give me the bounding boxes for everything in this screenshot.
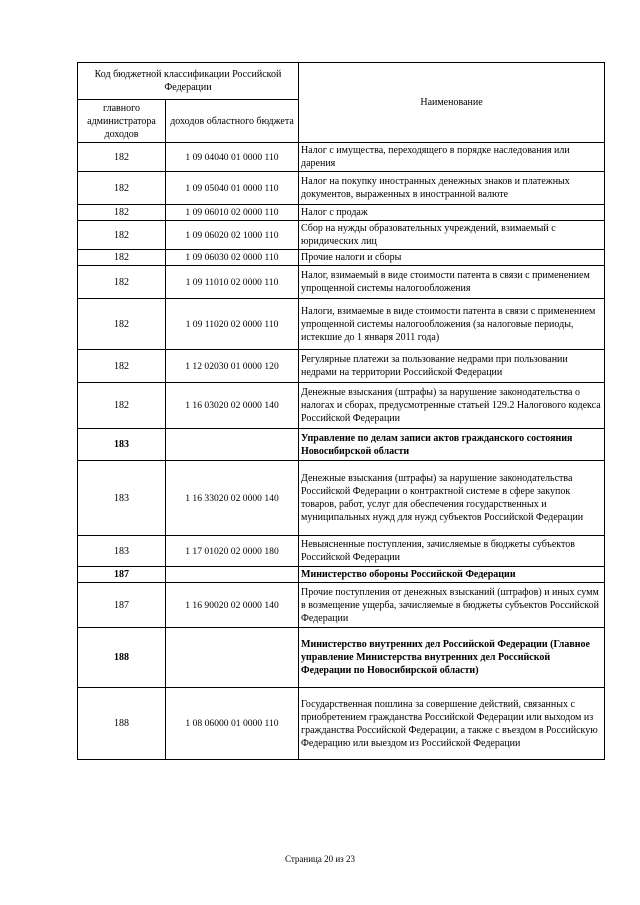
name-cell: Налог на покупку иностранных денежных знаков и платежных документов, выраженных в иностранной валюте xyxy=(299,172,605,205)
income-code-cell xyxy=(166,567,299,583)
admin-code-cell: 187 xyxy=(78,567,166,583)
table-row xyxy=(78,688,605,760)
admin-code-cell: 188 xyxy=(78,628,166,688)
name-cell: Денежные взыскания (штрафы) за нарушение законодательства о налогах и сборах, предусмотренные статьей 129.2 Налогового кодекса Российской Федерации xyxy=(299,383,605,429)
income-code-cell xyxy=(166,429,299,461)
admin-code-cell: 182 xyxy=(78,383,166,429)
name-cell: Налог с продаж xyxy=(299,205,605,221)
income-code-cell: 1 08 06000 01 0000 110 xyxy=(166,688,299,760)
name-cell: Налог с имущества, переходящего в порядке наследования или дарения xyxy=(299,143,605,172)
table-row xyxy=(78,266,605,299)
table-row xyxy=(78,628,605,688)
name-cell: Государственная пошлина за совершение действий, связанных с приобретением гражданства Российской Федерации или выходом из гражданства Российской Федерации, а также с въездом в Российскую Федерацию или выездом из Российской Федерации xyxy=(299,688,605,760)
income-code-cell: 1 16 90020 02 0000 140 xyxy=(166,583,299,628)
name-cell: Регулярные платежи за пользование недрами при пользовании недрами на территории Российской Федерации xyxy=(299,350,605,383)
income-code-cell: 1 09 06030 02 0000 110 xyxy=(166,250,299,266)
page-number: Страница 20 из 23 xyxy=(285,854,355,864)
header-name: Наименование xyxy=(299,63,605,143)
table-row xyxy=(78,567,605,583)
name-cell: Сбор на нужды образовательных учреждений, взимаемый с юридических лиц xyxy=(299,221,605,250)
admin-code-cell: 182 xyxy=(78,143,166,172)
income-code-cell: 1 09 06020 02 1000 110 xyxy=(166,221,299,250)
name-cell: Управление по делам записи актов гражданского состояния Новосибирской области xyxy=(299,429,605,461)
table-row xyxy=(78,143,605,172)
admin-code-cell: 187 xyxy=(78,583,166,628)
income-code-cell: 1 09 11020 02 0000 110 xyxy=(166,299,299,350)
table-row xyxy=(78,172,605,205)
header-regional-budget-income: доходов областного бюджета xyxy=(166,100,299,143)
admin-code-cell: 182 xyxy=(78,250,166,266)
income-code-cell: 1 17 01020 02 0000 180 xyxy=(166,536,299,567)
admin-code-cell: 182 xyxy=(78,205,166,221)
income-code-cell: 1 09 04040 01 0000 110 xyxy=(166,143,299,172)
income-code-cell xyxy=(166,628,299,688)
admin-code-cell: 182 xyxy=(78,266,166,299)
table-row xyxy=(78,350,605,383)
table-row xyxy=(78,299,605,350)
table-row xyxy=(78,221,605,250)
name-cell: Денежные взыскания (штрафы) за нарушение законодательства Российской Федерации о контрактной системе в сфере закупок товаров, работ, услуг для обеспечения государственных и муниципальных нужд для нужд субъектов Российской Федерации xyxy=(299,461,605,536)
name-cell: Налог, взимаемый в виде стоимости патента в связи с применением упрощенной системы налогообложения xyxy=(299,266,605,299)
header-budget-classification: Код бюджетной классификации Российской Федерации xyxy=(78,63,299,100)
table-row xyxy=(78,205,605,221)
budget-classification-table xyxy=(77,62,605,760)
admin-code-cell: 183 xyxy=(78,429,166,461)
admin-code-cell: 183 xyxy=(78,536,166,567)
income-code-cell: 1 12 02030 01 0000 120 xyxy=(166,350,299,383)
table-row xyxy=(78,429,605,461)
name-cell: Министерство внутренних дел Российской Федерации (Главное управление Министерства внутренних дел Российской Федерации по Новосибирской области) xyxy=(299,628,605,688)
income-code-cell: 1 09 06010 02 0000 110 xyxy=(166,205,299,221)
table-row xyxy=(78,383,605,429)
name-cell: Прочие налоги и сборы xyxy=(299,250,605,266)
admin-code-cell: 188 xyxy=(78,688,166,760)
admin-code-cell: 182 xyxy=(78,221,166,250)
name-cell: Прочие поступления от денежных взысканий (штрафов) и иных сумм в возмещение ущерба, зачисляемые в бюджеты субъектов Российской Федерации xyxy=(299,583,605,628)
income-code-cell: 1 16 33020 02 0000 140 xyxy=(166,461,299,536)
name-cell: Налоги, взимаемые в виде стоимости патента в связи с применением упрощенной системы налогообложения (за налоговые периоды, истекшие до 1 января 2011 года) xyxy=(299,299,605,350)
table-row xyxy=(78,461,605,536)
name-cell: Невыясненные поступления, зачисляемые в бюджеты субъектов Российской Федерации xyxy=(299,536,605,567)
header-chief-administrator: главного администратора доходов xyxy=(78,100,166,143)
admin-code-cell: 182 xyxy=(78,299,166,350)
admin-code-cell: 182 xyxy=(78,172,166,205)
admin-code-cell: 183 xyxy=(78,461,166,536)
table-row xyxy=(78,250,605,266)
table-row xyxy=(78,536,605,567)
income-code-cell: 1 09 11010 02 0000 110 xyxy=(166,266,299,299)
table-body xyxy=(78,143,605,760)
income-code-cell: 1 09 05040 01 0000 110 xyxy=(166,172,299,205)
admin-code-cell: 182 xyxy=(78,350,166,383)
name-cell: Министерство обороны Российской Федерации xyxy=(299,567,605,583)
table-row xyxy=(78,583,605,628)
income-code-cell: 1 16 03020 02 0000 140 xyxy=(166,383,299,429)
